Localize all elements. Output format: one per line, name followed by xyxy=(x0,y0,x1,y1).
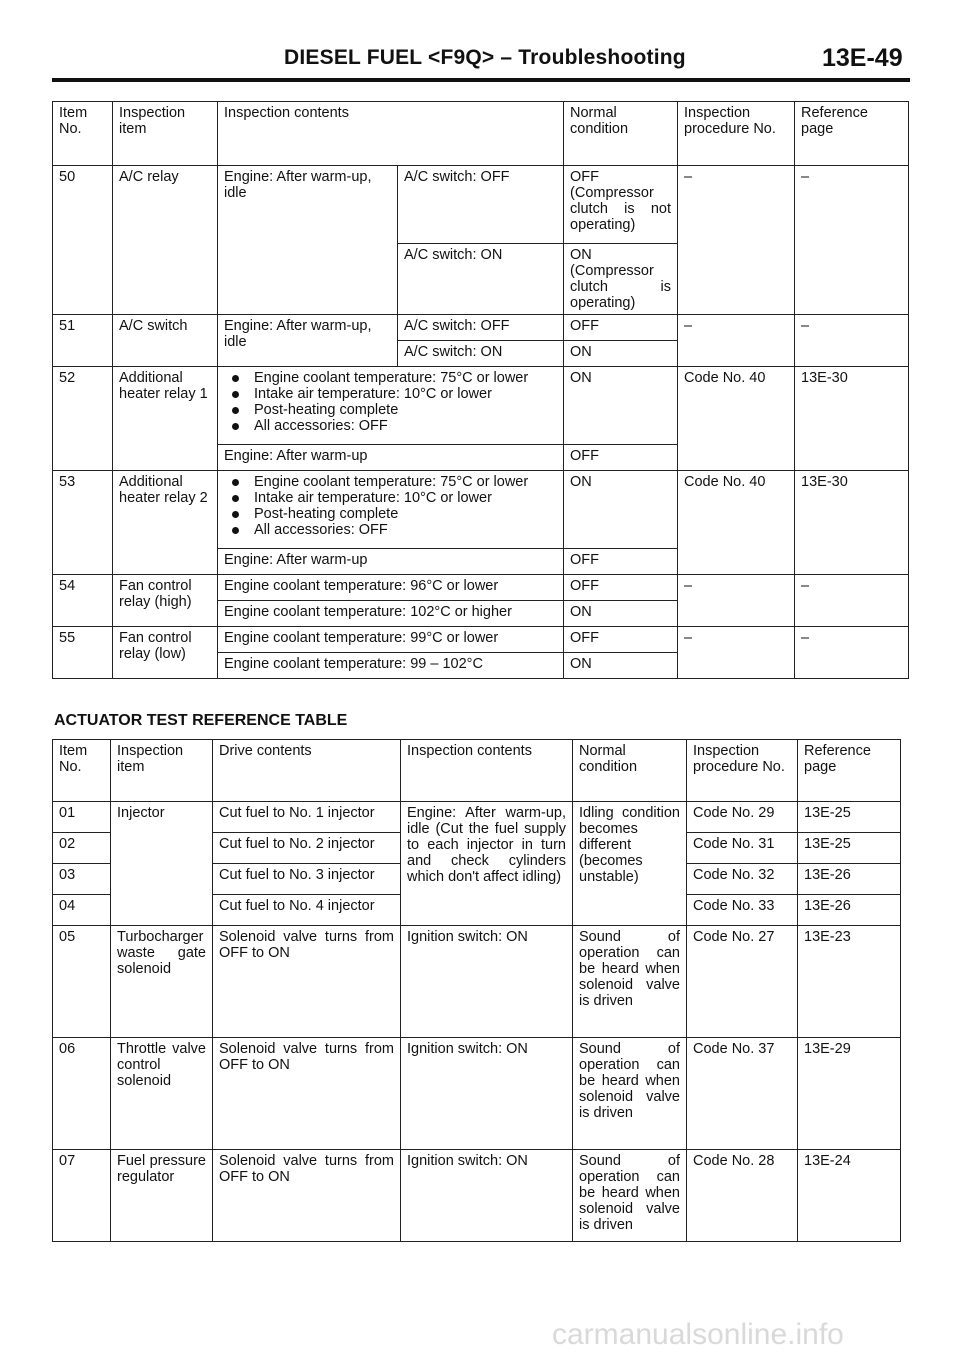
reference-page: 13E-30 xyxy=(795,471,909,575)
drive-contents: Cut fuel to No. 4 injector xyxy=(213,895,401,926)
normal-condition: ON xyxy=(564,471,678,549)
table-row xyxy=(53,627,909,653)
service-data-table xyxy=(52,101,909,679)
condition: Engine: After warm-up xyxy=(218,445,564,471)
reference-page: – xyxy=(795,315,909,367)
item-no: 04 xyxy=(53,895,111,926)
table-row xyxy=(53,367,909,445)
normal-condition: Sound of operation can be heard when solenoid valve is driven xyxy=(573,1150,687,1242)
header-inspection-item: Inspection item xyxy=(111,740,213,802)
procedure-no: Code No. 31 xyxy=(687,833,798,864)
reference-page: 13E-26 xyxy=(798,895,901,926)
sub-condition: A/C switch: OFF xyxy=(398,166,564,244)
item-no: 53 xyxy=(53,471,113,575)
header-reference-page: Reference page xyxy=(798,740,901,802)
inspection-item: Fan control relay (low) xyxy=(113,627,218,679)
inspection-item: Throttle valve control solenoid xyxy=(111,1038,213,1150)
page-title: DIESEL FUEL <F9Q> – Troubleshooting xyxy=(284,46,686,69)
inspection-contents: Ignition switch: ON xyxy=(401,1150,573,1242)
table-header-row xyxy=(53,740,901,802)
inspection-contents: Engine: After warm-up, idle (Cut the fuel supply to each injector in turn and check cylinders which don't affect idling) xyxy=(401,802,573,926)
condition: Engine coolant temperature: 99°C or lower xyxy=(218,627,564,653)
procedure-no: – xyxy=(678,575,795,627)
drive-contents: Cut fuel to No. 1 injector xyxy=(213,802,401,833)
procedure-no: Code No. 29 xyxy=(687,802,798,833)
actuator-test-table xyxy=(52,739,901,1242)
sub-condition: A/C switch: OFF xyxy=(398,315,564,341)
condition-bullet: All accessories: OFF xyxy=(224,418,557,434)
inspection-item: A/C switch xyxy=(113,315,218,367)
normal-condition: ON (Compressor clutch is operating) xyxy=(564,244,678,315)
condition: Engine: After warm-up xyxy=(218,549,564,575)
reference-page: 13E-25 xyxy=(798,802,901,833)
header-reference-page: Reference page xyxy=(795,102,909,166)
item-no: 52 xyxy=(53,367,113,471)
procedure-no: Code No. 37 xyxy=(687,1038,798,1150)
condition-list xyxy=(218,471,564,549)
procedure-no: – xyxy=(678,315,795,367)
inspection-item: Additional heater relay 2 xyxy=(113,471,218,575)
condition-bullet: Engine coolant temperature: 75°C or lower xyxy=(224,474,557,490)
condition-bullet: All accessories: OFF xyxy=(224,522,557,538)
normal-condition: ON xyxy=(564,367,678,445)
item-no: 51 xyxy=(53,315,113,367)
item-no: 02 xyxy=(53,833,111,864)
header-inspection-item: Inspection item xyxy=(113,102,218,166)
drive-contents: Solenoid valve turns from OFF to ON xyxy=(213,1038,401,1150)
item-no: 07 xyxy=(53,1150,111,1242)
procedure-no: Code No. 32 xyxy=(687,864,798,895)
procedure-no: – xyxy=(678,166,795,315)
normal-condition: ON xyxy=(564,653,678,679)
normal-condition: OFF xyxy=(564,575,678,601)
header-inspection-contents: Inspection contents xyxy=(218,102,564,166)
normal-condition: OFF xyxy=(564,315,678,341)
procedure-no: Code No. 27 xyxy=(687,926,798,1038)
item-no: 50 xyxy=(53,166,113,315)
normal-condition: ON xyxy=(564,341,678,367)
procedure-no: Code No. 40 xyxy=(678,367,795,471)
condition: Engine: After warm-up, idle xyxy=(218,315,398,367)
sub-condition: A/C switch: ON xyxy=(398,244,564,315)
drive-contents: Cut fuel to No. 3 injector xyxy=(213,864,401,895)
item-no: 55 xyxy=(53,627,113,679)
condition-list xyxy=(218,367,564,445)
item-no: 06 xyxy=(53,1038,111,1150)
inspection-contents: Ignition switch: ON xyxy=(401,1038,573,1150)
drive-contents: Solenoid valve turns from OFF to ON xyxy=(213,1150,401,1242)
item-no: 54 xyxy=(53,575,113,627)
procedure-no: – xyxy=(678,627,795,679)
condition: Engine coolant temperature: 102°C or higher xyxy=(218,601,564,627)
normal-condition: OFF xyxy=(564,627,678,653)
table-row xyxy=(53,802,901,833)
reference-page: 13E-23 xyxy=(798,926,901,1038)
procedure-no: Code No. 28 xyxy=(687,1150,798,1242)
table-row xyxy=(53,575,909,601)
table-row xyxy=(53,315,909,341)
sub-condition: A/C switch: ON xyxy=(398,341,564,367)
item-no: 01 xyxy=(53,802,111,833)
condition: Engine: After warm-up, idle xyxy=(218,166,398,315)
table-row xyxy=(53,1038,901,1150)
item-no: 05 xyxy=(53,926,111,1038)
header-inspection-procedure: Inspection procedure No. xyxy=(687,740,798,802)
table-row xyxy=(53,471,909,549)
reference-page: 13E-30 xyxy=(795,367,909,471)
inspection-contents: Ignition switch: ON xyxy=(401,926,573,1038)
reference-page: – xyxy=(795,166,909,315)
inspection-item: Fuel pressure regulator xyxy=(111,1150,213,1242)
header-inspection-contents: Inspection contents xyxy=(401,740,573,802)
reference-page: 13E-24 xyxy=(798,1150,901,1242)
normal-condition: Sound of operation can be heard when solenoid valve is driven xyxy=(573,1038,687,1150)
header-normal-condition: Normal condition xyxy=(564,102,678,166)
inspection-item: A/C relay xyxy=(113,166,218,315)
header-normal-condition: Normal condition xyxy=(573,740,687,802)
inspection-item: Turbocharger waste gate solenoid xyxy=(111,926,213,1038)
reference-page: – xyxy=(795,627,909,679)
table-row xyxy=(53,166,909,244)
table-row xyxy=(53,926,901,1038)
inspection-item: Fan control relay (high) xyxy=(113,575,218,627)
header-drive-contents: Drive contents xyxy=(213,740,401,802)
table-header-row xyxy=(53,102,909,166)
header-item-no: Item No. xyxy=(53,102,113,166)
normal-condition: Idling condition becomes different (becomes unstable) xyxy=(573,802,687,926)
header-inspection-procedure: Inspection procedure No. xyxy=(678,102,795,166)
condition-bullet: Post-heating complete xyxy=(224,506,557,522)
normal-condition: ON xyxy=(564,601,678,627)
section-title: ACTUATOR TEST REFERENCE TABLE xyxy=(54,712,348,729)
page-number: 13E-49 xyxy=(822,44,903,72)
procedure-no: Code No. 33 xyxy=(687,895,798,926)
header-item-no: Item No. xyxy=(53,740,111,802)
condition-bullet: Post-heating complete xyxy=(224,402,557,418)
condition-bullet: Engine coolant temperature: 75°C or lower xyxy=(224,370,557,386)
inspection-item: Additional heater relay 1 xyxy=(113,367,218,471)
inspection-item: Injector xyxy=(111,802,213,926)
condition-bullet: Intake air temperature: 10°C or lower xyxy=(224,386,557,402)
condition: Engine coolant temperature: 99 – 102°C xyxy=(218,653,564,679)
normal-condition: OFF (Compressor clutch is not operating) xyxy=(564,166,678,244)
header-rule xyxy=(52,78,910,82)
drive-contents: Solenoid valve turns from OFF to ON xyxy=(213,926,401,1038)
reference-page: – xyxy=(795,575,909,627)
reference-page: 13E-25 xyxy=(798,833,901,864)
condition: Engine coolant temperature: 96°C or lower xyxy=(218,575,564,601)
table-row xyxy=(53,1150,901,1242)
normal-condition: OFF xyxy=(564,445,678,471)
reference-page: 13E-26 xyxy=(798,864,901,895)
drive-contents: Cut fuel to No. 2 injector xyxy=(213,833,401,864)
reference-page: 13E-29 xyxy=(798,1038,901,1150)
normal-condition: OFF xyxy=(564,549,678,575)
item-no: 03 xyxy=(53,864,111,895)
watermark: carmanualsonline.info xyxy=(552,1318,844,1351)
condition-bullet: Intake air temperature: 10°C or lower xyxy=(224,490,557,506)
normal-condition: Sound of operation can be heard when solenoid valve is driven xyxy=(573,926,687,1038)
procedure-no: Code No. 40 xyxy=(678,471,795,575)
